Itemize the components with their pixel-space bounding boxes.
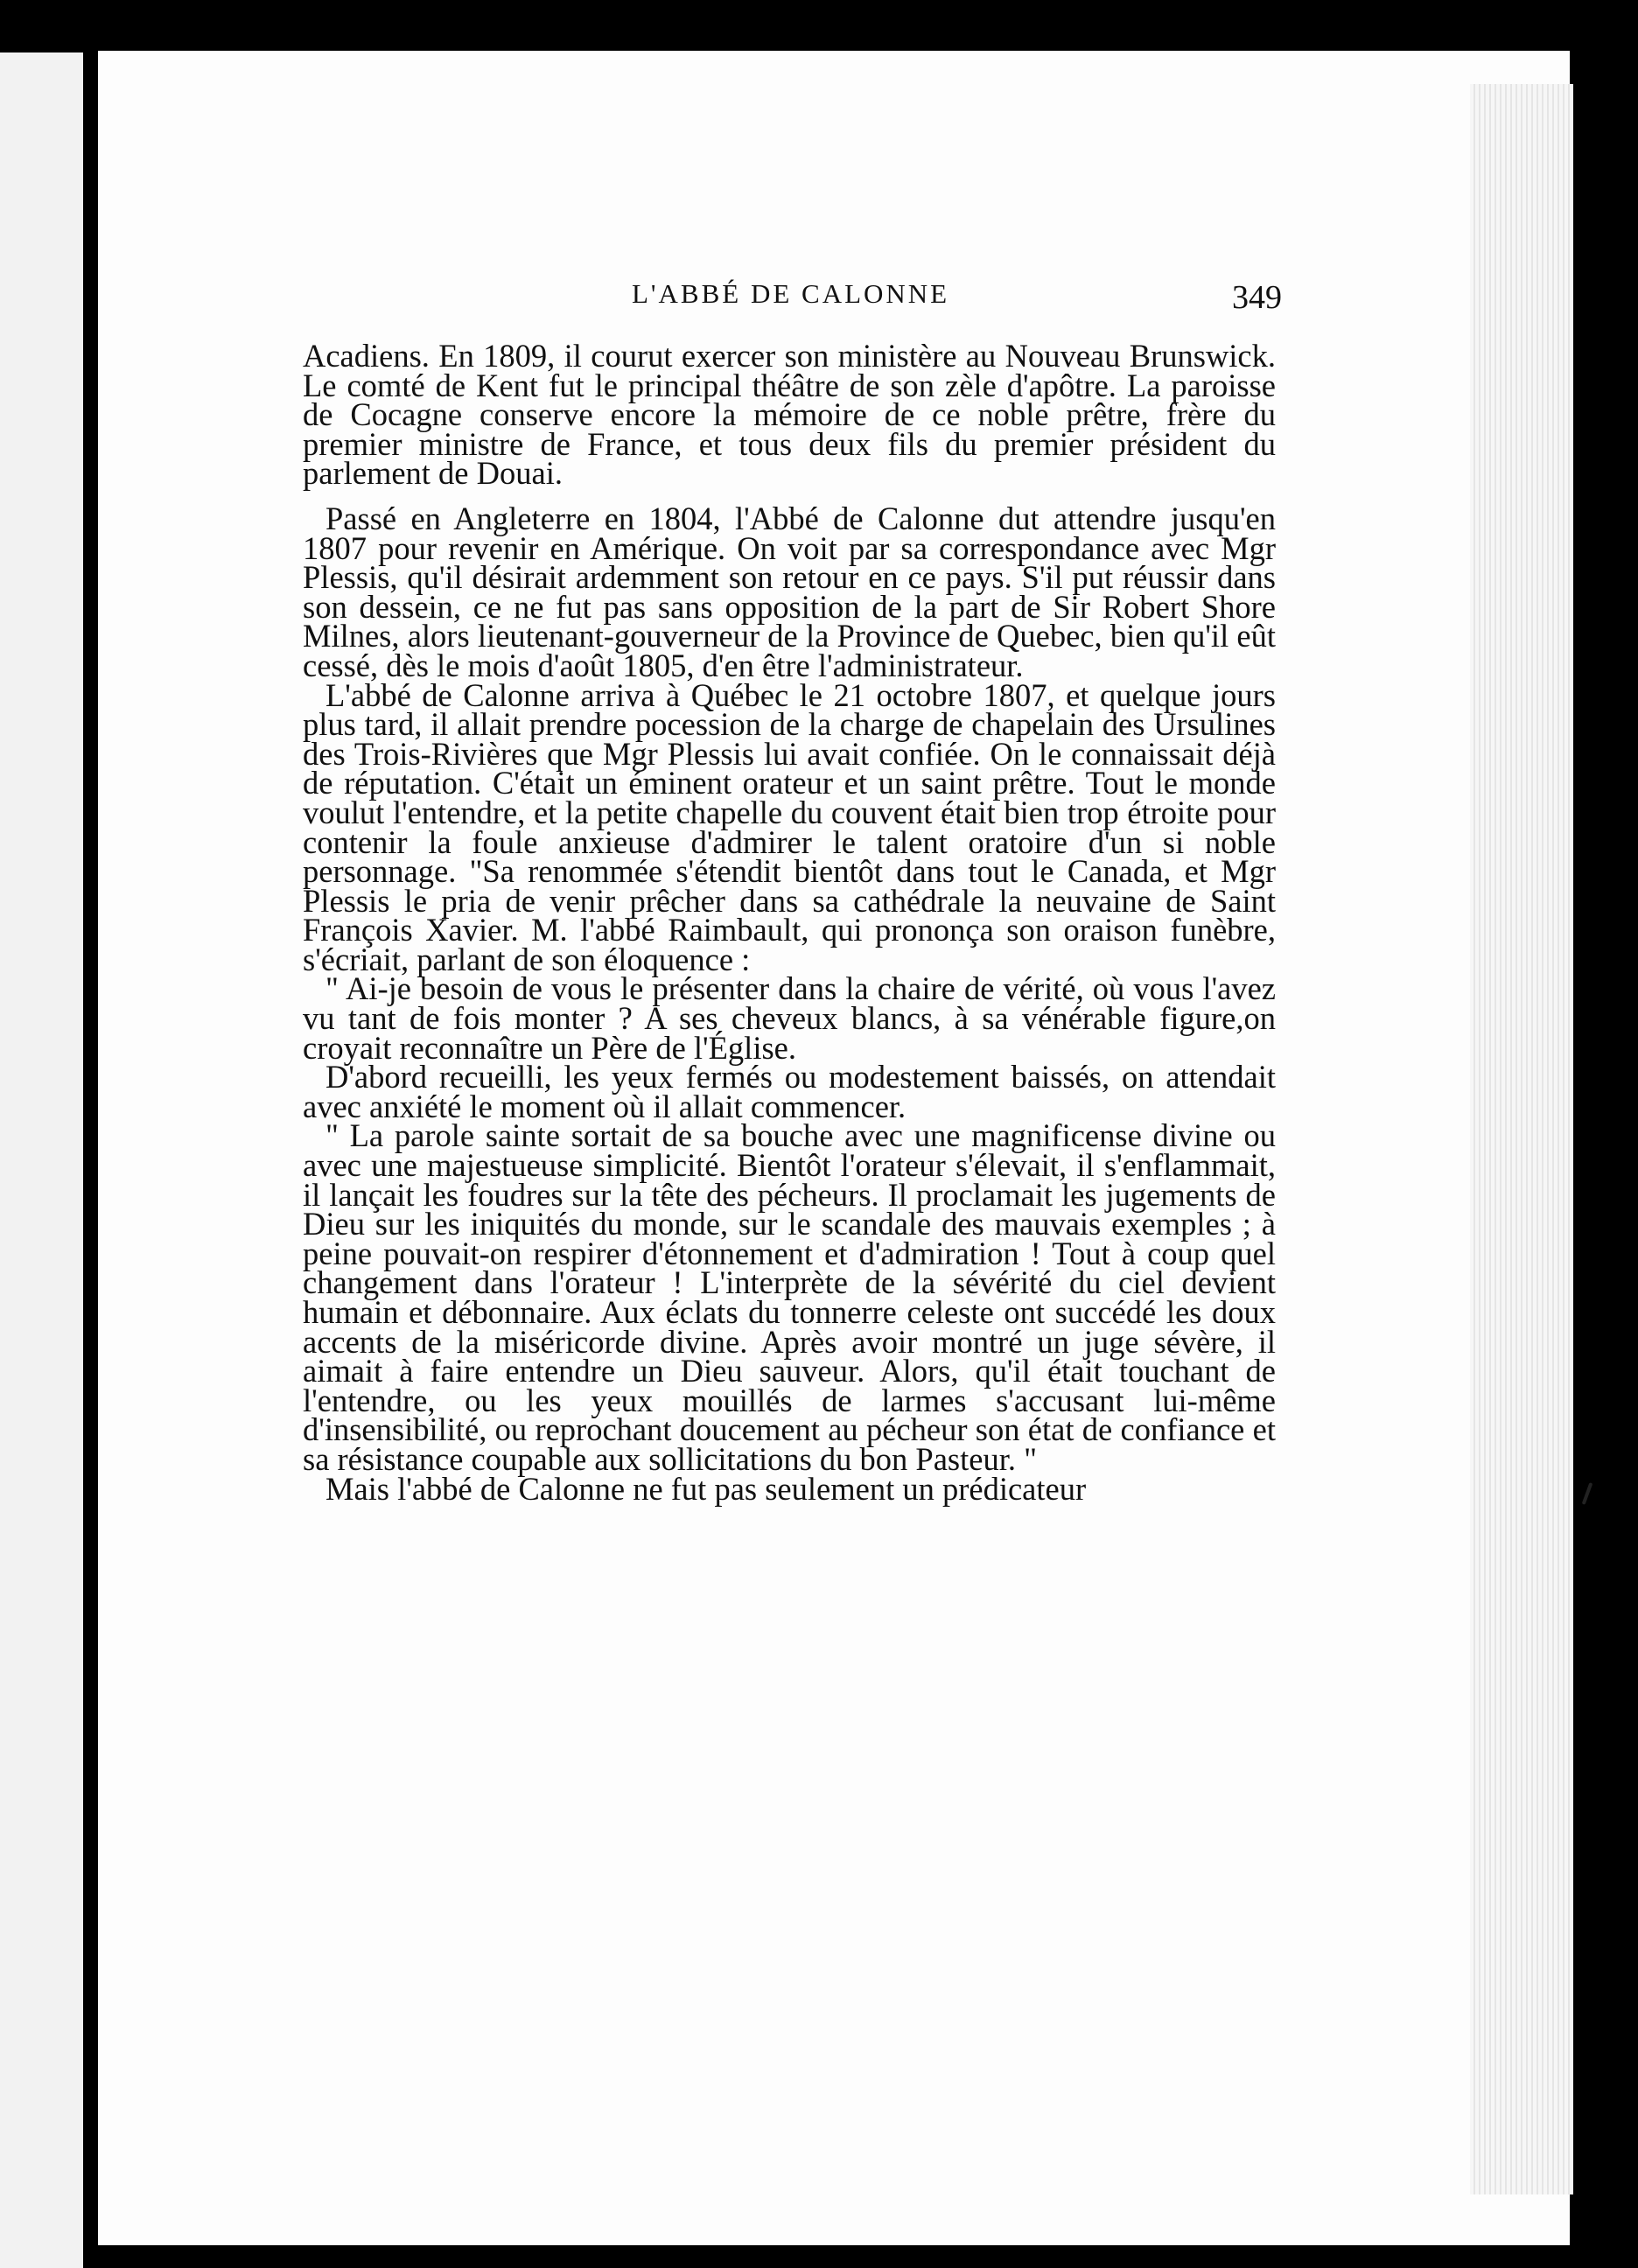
adjacent-page-edge — [0, 52, 83, 2268]
page-stack-edge — [1470, 84, 1573, 2194]
running-title: L'ABBÉ DE CALONNE — [632, 278, 950, 309]
paragraph: " Ai-je besoin de vous le présenter dans la chaire de vérité, où vous l'avez vu tant de fois monter ? A ses cheveux blancs, à sa vénérable figure,on croyait reconnaître un Père de l'Église. — [303, 970, 1276, 1066]
page-number: 349 — [1232, 279, 1282, 316]
scan-mark — [1582, 1482, 1593, 1505]
paragraph: L'abbé de Calonne arriva à Québec le 21 octobre 1807, et quelque jours plus tard, il allait prendre pocession de la charge de chapelain des Ursulines des Trois-Rivières que Mgr Plessis lui avait confiée. On le connaissait déjà de réputation. C'était un éminent orateur et un saint prêtre. Tout le monde voulut l'entendre, et la petite chapelle du couvent était bien trop étroite pour contenir la foule anxieuse d'admirer le talent oratoire d'un si noble personnage. "Sa renommée s'étendit bientôt dans tout le Canada, et Mgr Plessis le pria de venir prêcher dans sa cathédrale la neuvaine de Saint François Xavier. M. l'abbé Raimbault, qui prononça son oraison funèbre, s'écriait, parlant de son éloquence : — [303, 676, 1276, 977]
paragraph: Acadiens. En 1809, il courut exercer son ministère au Nouveau Brunswick. Le comté de Kent fut le principal théâtre de son zèle d'apôtre. La paroisse de Cocagne conserve encore la mémoire de ce noble prêtre, frère du premier ministre de France, et tous deux fils du premier président du parlement de Douai. — [303, 338, 1276, 492]
paragraph: D'abord recueilli, les yeux fermés ou modestement baissés, on attendait avec anxiété le moment où il allait commencer. — [303, 1059, 1276, 1124]
paragraph: Passé en Angleterre en 1804, l'Abbé de Calonne dut attendre jusqu'en 1807 pour revenir en Amérique. On voit par sa correspondance avec Mgr Plessis, qu'il désirait ardemment son retour en ce pays. S'il put réussir dans son dessein, ce ne fut pas sans opposition de la part de Sir Robert Shore Milnes, alors lieutenant-gouverneur de la Province de Quebec, bien qu'il eût cessé, dès le mois d'août 1805, d'en être l'administrateur. — [303, 500, 1276, 683]
body-text — [303, 338, 1276, 1507]
paragraph: Mais l'abbé de Calonne ne fut pas seulement un prédicateur — [326, 1470, 1087, 1507]
paragraph: " La parole sainte sortait de sa bouche avec une magnificense divine ou avec une majestueuse simplicité. Bientôt l'orateur s'élevait, il s'enflammait, il lançait les foudres sur la tête des pécheurs. Il proclamait les jugements de Dieu sur les iniquités du monde, sur le scandale des mauvais exemples ; à peine pouvait-on respirer d'étonnement et d'admiration ! Tout à coup quel changement dans l'orateur ! L'interprète de la sévérité du ciel devient humain et débonnaire. Aux éclats du tonnerre celeste ont succédé les doux accents de la miséricorde divine. Après avoir montré un juge sévère, il aimait à faire entendre un Dieu sauveur. Alors, qu'il était touchant de l'entendre, ou les yeux mouillés de larmes s'accusant lui-même d'insensibilité, ou reprochant doucement au pécheur son état de confiance et sa résistance coupable aux sollicitations du bon Pasteur. " — [303, 1117, 1276, 1477]
